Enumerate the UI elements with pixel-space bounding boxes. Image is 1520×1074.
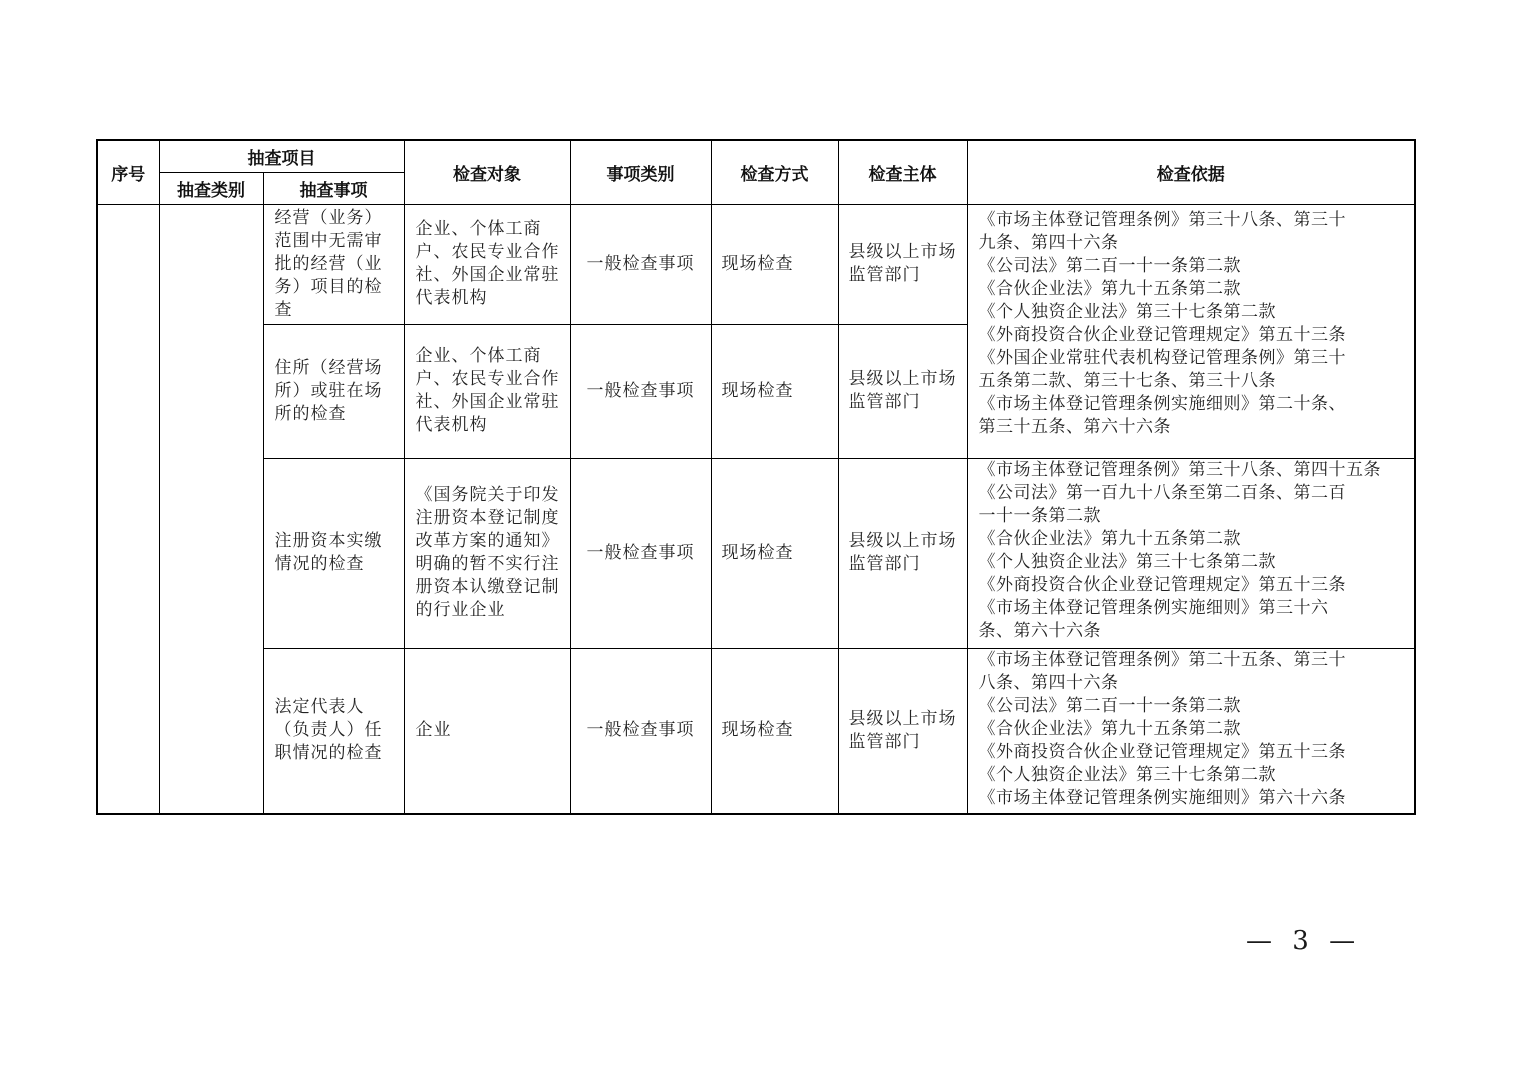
basis-line: 《市场主体登记管理条例实施细则》第二十条、 (978, 393, 1346, 414)
header-category: 抽查类别 (159, 172, 263, 204)
basis-line: 《市场主体登记管理条例》第三十八条、第三十 (978, 209, 1346, 230)
basis-line: 一十一条第二款 (978, 505, 1101, 526)
basis-line: 《市场主体登记管理条例》第二十五条、第三十 (978, 649, 1346, 670)
basis-line: 《个人独资企业法》第三十七条第二款 (978, 551, 1276, 572)
basis-line: 《合伙企业法》第九十五条第二款 (978, 278, 1241, 299)
type-cell: 一般检查事项 (570, 458, 711, 648)
matter-cell: 法定代表人（负责人）任职情况的检查 (263, 648, 404, 814)
header-project: 抽查项目 (159, 140, 404, 172)
basis-line: 九条、第四十六条 (978, 232, 1119, 253)
method-cell: 现场检查 (711, 458, 838, 648)
basis-line: 《外国企业常驻代表机构登记管理条例》第三十 (978, 347, 1346, 368)
type-cell: 一般检查事项 (570, 324, 711, 458)
header-method: 检查方式 (711, 140, 838, 204)
subject-cell: 县级以上市场监管部门 (838, 458, 967, 648)
method-cell: 现场检查 (711, 204, 838, 324)
basis-line: 《外商投资合伙企业登记管理规定》第五十三条 (978, 574, 1346, 595)
basis-line: 《个人独资企业法》第三十七条第二款 (978, 764, 1276, 785)
inspection-table (96, 139, 1416, 815)
object-cell: 企业 (404, 648, 570, 814)
basis-line: 《外商投资合伙企业登记管理规定》第五十三条 (978, 324, 1346, 345)
object-cell: 《国务院关于印发注册资本登记制度改革方案的通知》明确的暂不实行注册资本认缴登记制的行业企业 (404, 458, 570, 648)
basis-line: 条、第六十六条 (978, 620, 1101, 641)
category-cell (159, 204, 263, 814)
basis-cell (967, 458, 1415, 648)
basis-line: 《市场主体登记管理条例》第三十八条、第四十五条 (978, 459, 1381, 480)
basis-line: 《合伙企业法》第九十五条第二款 (978, 528, 1241, 549)
matter-cell: 注册资本实缴情况的检查 (263, 458, 404, 648)
page-number: — 3 — (1246, 926, 1362, 956)
table-row (97, 648, 1415, 814)
matter-cell: 经营（业务）范围中无需审批的经营（业务）项目的检查 (263, 204, 404, 324)
header-object: 检查对象 (404, 140, 570, 204)
type-cell: 一般检查事项 (570, 648, 711, 814)
method-cell: 现场检查 (711, 324, 838, 458)
basis-cell (967, 648, 1415, 814)
method-cell: 现场检查 (711, 648, 838, 814)
basis-line: 《公司法》第二百一十一条第二款 (978, 255, 1241, 276)
object-cell: 企业、个体工商户、农民专业合作社、外国企业常驻代表机构 (404, 324, 570, 458)
header-subject: 检查主体 (838, 140, 967, 204)
basis-line: 第三十五条、第六十六条 (978, 416, 1171, 437)
seq-cell (97, 204, 159, 814)
header-basis: 检查依据 (967, 140, 1415, 204)
basis-line: 《市场主体登记管理条例实施细则》第六十六条 (978, 787, 1346, 808)
basis-line: 《合伙企业法》第九十五条第二款 (978, 718, 1241, 739)
table-row (97, 458, 1415, 648)
basis-line: 《市场主体登记管理条例实施细则》第三十六 (978, 597, 1329, 618)
basis-line: 《公司法》第一百九十八条至第二百条、第二百 (978, 482, 1346, 503)
subject-cell: 县级以上市场监管部门 (838, 648, 967, 814)
header-seq: 序号 (97, 140, 159, 204)
basis-line: 五条第二款、第三十七条、第三十八条 (978, 370, 1276, 391)
header-type: 事项类别 (570, 140, 711, 204)
type-cell: 一般检查事项 (570, 204, 711, 324)
basis-line: 《个人独资企业法》第三十七条第二款 (978, 301, 1276, 322)
basis-line: 八条、第四十六条 (978, 672, 1119, 693)
subject-cell: 县级以上市场监管部门 (838, 324, 967, 458)
object-cell: 企业、个体工商户、农民专业合作社、外国企业常驻代表机构 (404, 204, 570, 324)
header-matter: 抽查事项 (263, 172, 404, 204)
subject-cell: 县级以上市场监管部门 (838, 204, 967, 324)
basis-line: 《外商投资合伙企业登记管理规定》第五十三条 (978, 741, 1346, 762)
table-row (97, 204, 1415, 324)
basis-cell (967, 204, 1415, 458)
matter-cell: 住所（经营场所）或驻在场所的检查 (263, 324, 404, 458)
basis-line: 《公司法》第二百一十一条第二款 (978, 695, 1241, 716)
